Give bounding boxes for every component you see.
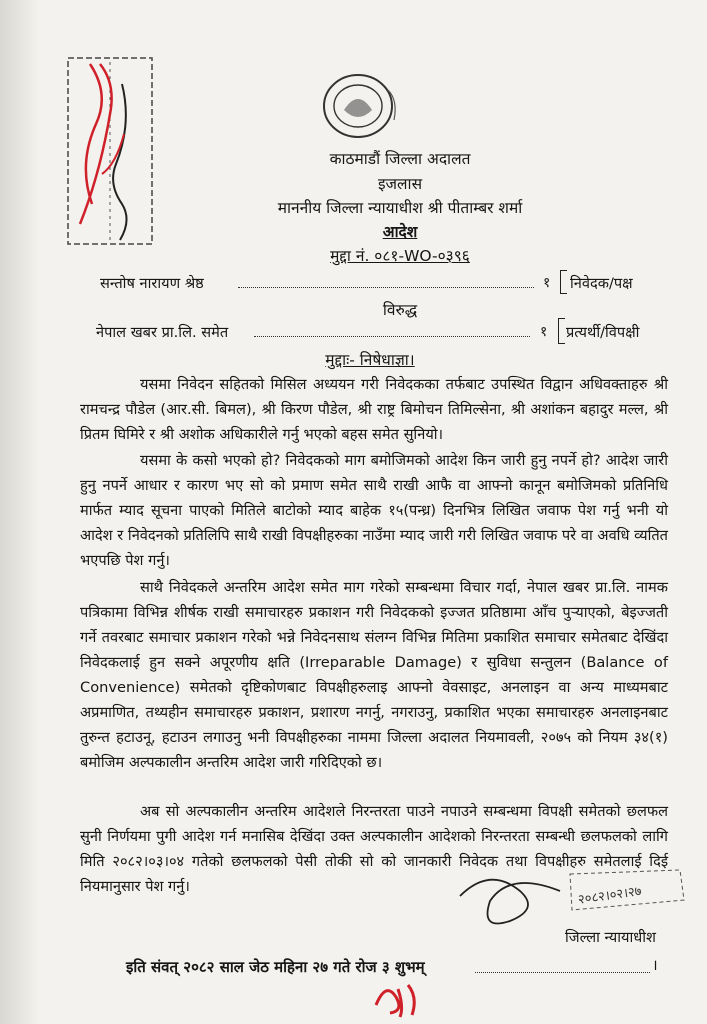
paragraph-4: अब सो अल्पकालीन अन्तरिम आदेशले निरन्तरता पाउने नपाउने सम्बन्धमा विपक्षी समेतको छलफल सुनी निर्णयमा पुगी आदेश गर्न मनासिब देखिंदा उक्त अल्पकालीन आदेशको निरन्तरता सम्बन्धी छलफलको लागि मिति २०८२।०३।०४ गतेको छलफलको पेसी तोकी सो को जानकारी निवेदक तथा विपक्षीहरु समेतलाई दिई नियमानुसार पेश गर्नु। — [80, 803, 668, 895]
petitioner-count: १ — [543, 275, 551, 291]
respondent-name: नेपाल खबर प्रा.लि. समेत — [96, 324, 229, 341]
received-date-stamp: २०८२।०२।२७ — [577, 884, 643, 908]
judge-name: माननीय जिल्ला न्यायाधीश श्री पीताम्बर शर्मा — [277, 199, 523, 217]
respondent-count: १ — [540, 324, 548, 340]
paragraph-1: यसमा निवेदन सहितको मिसिल अध्ययन गरी निवेदकका तर्फबाट उपस्थित विद्वान अधिवक्ताहरु श्री रामचन्द्र पौडेल (आर.सी. बिमल), श्री किरण पौडेल, श्री राष्ट्र बिमोचन तिमिल्सेना, श्री अशांकन बहादुर मल्ल, श्री प्रितम घिमिरे र श्री अशोक अधिकारीले गर्नु भएको बहस समेत सुनियो। — [80, 376, 668, 443]
petitioner-role: निवेदक/पक्ष — [570, 275, 633, 292]
respondent-bracket — [558, 318, 565, 344]
registration-stamp — [62, 54, 158, 250]
case-subject: मुद्दाः- निषेधाज्ञा। — [325, 351, 415, 369]
judge-designation: जिल्ला न्यायाधीश — [565, 929, 656, 946]
petitioner-name: सन्तोष नारायण श्रेष्ठ — [100, 275, 204, 292]
closing-bar: । — [652, 956, 658, 974]
paragraph-2: यसमा के कसो भएको हो? निवेदकको माग बमोजिमको आदेश किन जारी हुनु नपर्ने हो? आदेश जारी हुनु नपर्ने आधार र कारण भए सो को प्रमाण समेत साथै राखी आफै वा आफ्नो कानून बमोजिमको प्रतिनिधि मार्फत म्याद सूचना पाएको मितिले बाटोको म्याद बाहेक १५(पन्ध्र) दिनभित्र लिखित जवाफ पेश गर्नु भनी यो आदेश र निवेदनको प्रतिलिपि साथै राखी विपक्षीहरुका नाउँमा म्याद जारी गरी लिखित जवाफ परे वा अवधि व्यतित भएपछि पेश गर्नु। — [80, 452, 668, 569]
court-name: काठमाडौं जिल्ला अदालत — [329, 150, 471, 168]
respondent-dots — [254, 322, 530, 337]
closing-dots — [475, 957, 650, 973]
bench-label: इजलास — [377, 175, 423, 193]
order-title: आदेश — [382, 223, 418, 241]
paragraph-3: साथै निवेदकले अन्तरिम आदेश समेत माग गरेको सम्बन्धमा विचार गर्दा, नेपाल खबर प्रा.लि. नामक पत्रिकामा विभिन्न शीर्षक राखी समाचारहरु प्रकाशन गरी निवेदकको इज्जत प्रतिष्ठामा आँच पुर्‍याएको, बेइज्जती गर्ने तवरबाट समाचार प्रकाशन गरेको भन्ने निवेदनसाथ संलग्न विभिन्न मितिमा प्रकाशित समाचार समेतबाट देखिंदा निवेदकलाई हुन सक्ने अपूरणीय क्षति (Irreparable Damage) र सुविधा सन्तुलन (Balance of Convenience) समेतको दृष्टिकोणबाट विपक्षीहरुलाइ आफ्नो वेवसाइट, अनलाइन वा अन्य माध्यमबाट अप्रमाणित, तथ्यहीन समाचारहरु प्रकाशन, प्रशारण नगर्नु, नगराउनु, प्रकाशित भएका समाचारहरु अनलाइनबाट तुरुन्त हटाउनू, हटाउन लगाउनु भनी विपक्षीहरुका नाममा जिल्ला अदालत नियमावली, २०७५ को नियम ३४(१) बमोजिम अल्पकालीन अन्तरिम आदेश जारी गरिदिएको छ। — [80, 579, 668, 771]
case-number: मुद्दा नं. ०८१-WO-०३९६ — [330, 247, 470, 265]
respondent-role: प्रत्यर्थी/विपक्षी — [566, 324, 640, 341]
petitioner-bracket — [560, 270, 567, 294]
judge-signature — [450, 866, 690, 936]
versus-label: विरुद्ध — [382, 301, 418, 319]
petitioner-dots — [238, 273, 534, 288]
closing-line: इति संवत् २०८२ साल जेठ महिना २७ गते रोज ३ शुभम् — [126, 958, 425, 976]
court-seal — [318, 70, 402, 144]
scan-edge-shadow — [0, 0, 40, 1024]
red-initial-mark — [368, 975, 428, 1021]
